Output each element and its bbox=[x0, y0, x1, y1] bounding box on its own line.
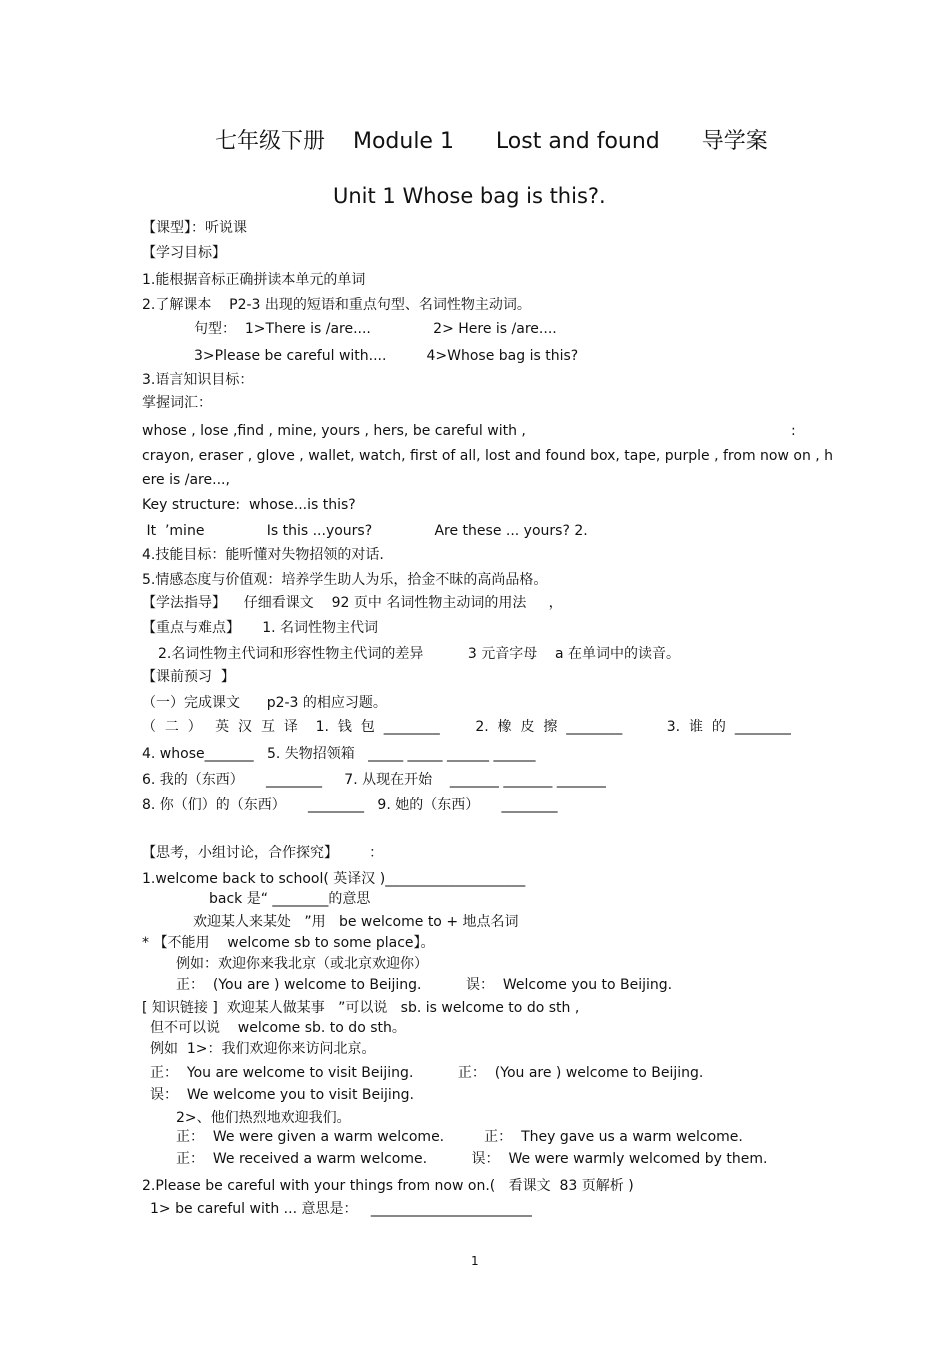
text-line: 欢迎某人来某处 ”用 be welcome to + 地点名词 bbox=[193, 914, 519, 930]
text-line: 句型： 1>There is /are.... 2> Here is /are.... bbox=[194, 321, 557, 337]
text-line: 4. whose_______ 5. 失物招领箱 _____ _____ ______ ______ bbox=[142, 746, 536, 762]
text-line: 例如 1>：我们欢迎你来访问北京。 bbox=[150, 1041, 376, 1057]
page-subtitle: Unit 1 Whose bag is this?. bbox=[333, 184, 606, 208]
text-line: 6. 我的（东西） ________ 7. 从现在开始 _______ _______ _______ bbox=[142, 772, 606, 788]
text-line: 2>、他们热烈地欢迎我们。 bbox=[176, 1110, 351, 1126]
text-line: * 【不能用 welcome sb to some place】。 bbox=[142, 935, 435, 951]
text-line: 正： (You are ) welcome to Beijing. 误： Welcome you to Beijing. bbox=[176, 977, 673, 993]
text-line: whose , lose ,find , mine, yours , hers, be careful with , bbox=[142, 423, 526, 439]
text-line: 误： We welcome you to visit Beijing. bbox=[150, 1087, 414, 1103]
text-line: 掌握词汇： bbox=[142, 395, 212, 411]
text-line: back 是“ ________的意思 bbox=[209, 891, 371, 907]
text-line: 3>Please be careful with.... 4>Whose bag is this? bbox=[194, 348, 579, 364]
text-line: 1.welcome back to school( 英译汉 )____________________ bbox=[142, 871, 526, 887]
text-line: 【课前预习 】 bbox=[142, 669, 235, 685]
text-line: 1.能根据音标正确拼读本单元的单词 bbox=[142, 272, 366, 288]
text-line: 正： We were given a warm welcome. 正： They gave us a warm welcome. bbox=[176, 1129, 743, 1145]
text-line: 【重点与难点】 1. 名词性物主代词 bbox=[142, 620, 379, 636]
text-line: 3.语言知识目标： bbox=[142, 372, 254, 388]
text-line: [ 知识链接 ] 欢迎某人做某事 ”可以说 sb. is welcome to do sth , bbox=[142, 1000, 580, 1016]
text-line: Key structure: whose...is this? bbox=[142, 497, 356, 513]
text-line: It ’mine Is this ...yours? Are these ... yours? 2. bbox=[142, 523, 588, 539]
text-line: crayon, eraser , glove , wallet, watch, first of all, lost and found box, tape, purple , from now on , h bbox=[142, 448, 834, 464]
text-line: : bbox=[791, 423, 796, 439]
text-line: （一）完成课文 p2-3 的相应习题。 bbox=[142, 695, 387, 711]
text-line: 2.了解课本 P2-3 出现的短语和重点句型、名词性物主动词。 bbox=[142, 297, 531, 313]
text-line: 5.情感态度与价值观：培养学生助人为乐，拾金不昧的高尚品格。 bbox=[142, 572, 548, 588]
text-line: 【学习目标】 bbox=[142, 245, 226, 261]
text-line: 8. 你（们）的（东西） ________ 9. 她的（东西） ________ bbox=[142, 797, 558, 813]
text-line: 1> be careful with ... 意思是： _______________________ bbox=[150, 1201, 532, 1217]
text-line: 正： We received a warm welcome. 误： We were warmly welcomed by them. bbox=[176, 1151, 768, 1167]
text-line: ere is /are..., bbox=[142, 472, 230, 488]
text-line: 正： You are welcome to visit Beijing. 正： (You are ) welcome to Beijing. bbox=[150, 1065, 704, 1081]
text-line: 例如：欢迎你来我北京（或北京欢迎你） bbox=[176, 956, 428, 972]
text-line: 【学法指导】 仔细看课文 92 页中 名词性物主动词的用法 ， bbox=[142, 595, 563, 611]
text-line: （ 二 ） 英 汉 互 译 1. 钱 包 ________ 2. 橡 皮 擦 ________ 3. 谁 的 ________ bbox=[142, 719, 791, 735]
text-line: 但不可以说 welcome sb. to do sth。 bbox=[150, 1020, 406, 1036]
page-title: 七年级下册 Module 1 Lost and found 导学案 bbox=[215, 129, 768, 154]
text-line: 【思考，小组讨论，合作探究】 ： bbox=[142, 845, 384, 861]
text-line: 【课型】：听说课 bbox=[142, 220, 247, 236]
text-line: 2.名词性物主代词和形容性物主代词的差异 3 元音字母 a 在单词中的读音。 bbox=[158, 646, 681, 662]
text-line: 2.Please be careful with your things from now on.( 看课文 83 页解析 ) bbox=[142, 1178, 634, 1194]
page-number: 1 bbox=[471, 1254, 479, 1268]
text-line: 4.技能目标：能听懂对失物招领的对话. bbox=[142, 547, 384, 563]
